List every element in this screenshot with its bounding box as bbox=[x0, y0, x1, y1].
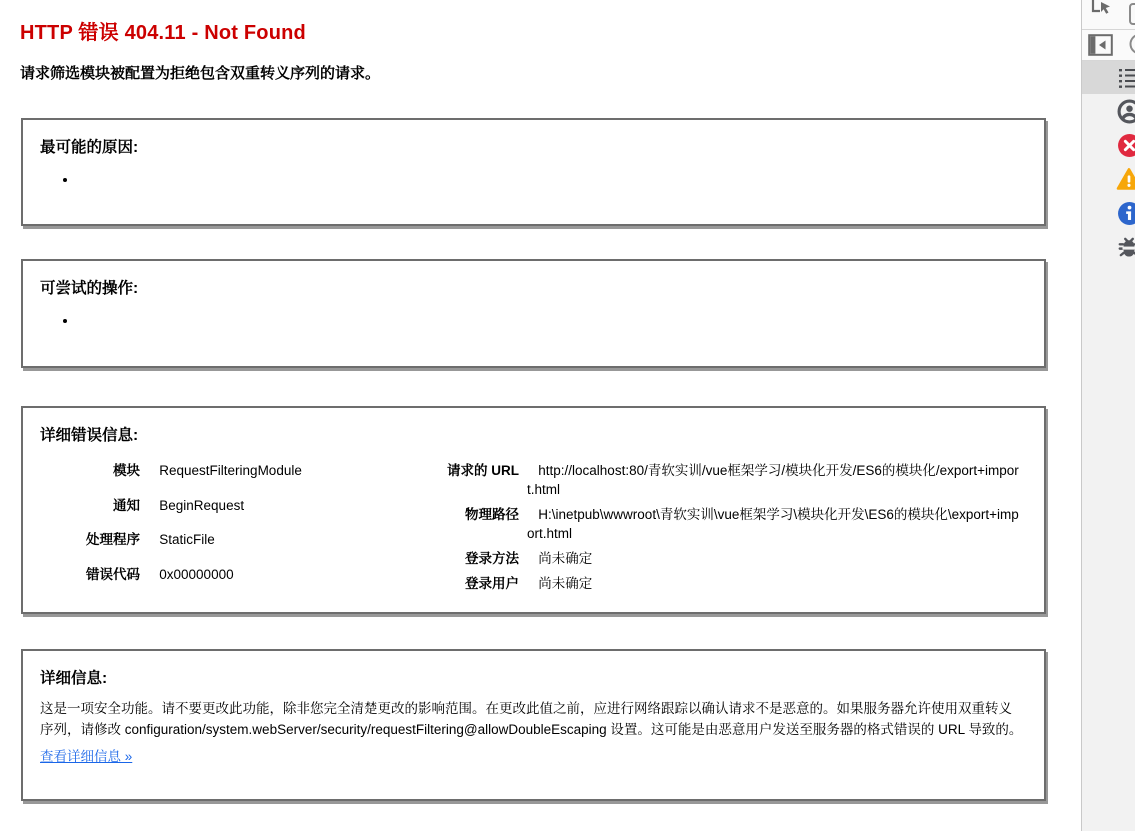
detail-label: 登录用户 bbox=[465, 576, 519, 591]
warnings-icon bbox=[1116, 167, 1135, 192]
actions-list bbox=[40, 311, 1027, 331]
more-info-panel bbox=[21, 649, 1046, 801]
detail-value: H:\inetpub\wwwroot\青软实训\vue框架学习\模块化开发\ES6的模块化\export+import.html bbox=[527, 507, 1019, 541]
page-title: HTTP 错误 404.11 - Not Found bbox=[20, 22, 306, 44]
table-row bbox=[40, 562, 437, 597]
more-info-link[interactable]: 查看详细信息 » bbox=[40, 749, 133, 764]
table-row bbox=[437, 458, 1025, 502]
filter-errors-button[interactable] bbox=[1082, 128, 1135, 162]
details-heading: 详细错误信息: bbox=[40, 427, 139, 444]
errors-icon bbox=[1117, 133, 1135, 158]
more-info-text: 这是一项安全功能。请不要更改此功能，除非您完全清楚更改的影响范围。在更改此值之前，应进行网络跟踪以确认请求不是恶意的。如果服务器允许使用双重转义序列，请修改 configuration/system.webServer/security/requestFiltering@allowDoubleEscaping 设置。这可能是由恶意用户发送至服务器的格式错误的 URL 导致的。 bbox=[40, 701, 1023, 737]
debug-icon bbox=[1116, 234, 1135, 260]
detail-label: 请求的 URL bbox=[447, 463, 519, 478]
actions-heading: 可尝试的操作: bbox=[40, 280, 139, 297]
detail-label: 模块 bbox=[113, 463, 140, 478]
causes-heading: 最可能的原因: bbox=[40, 139, 139, 156]
table-row bbox=[437, 502, 1025, 546]
inspect-element-button[interactable] bbox=[1082, 0, 1135, 30]
detail-label: 登录方法 bbox=[465, 551, 519, 566]
filter-debug-button[interactable] bbox=[1082, 230, 1135, 264]
table-row bbox=[437, 546, 1025, 571]
table-row bbox=[437, 571, 1025, 596]
detail-value: 0x00000000 bbox=[159, 566, 234, 582]
details-columns bbox=[40, 458, 1027, 596]
actions-panel bbox=[21, 259, 1046, 368]
filter-user-messages-button[interactable] bbox=[1082, 94, 1135, 128]
table-row bbox=[40, 458, 437, 493]
detail-value: RequestFilteringModule bbox=[159, 463, 302, 478]
causes-list bbox=[40, 170, 1027, 190]
detail-label: 处理程序 bbox=[86, 532, 140, 547]
causes-panel bbox=[21, 118, 1046, 226]
dock-panel-button[interactable] bbox=[1082, 30, 1135, 61]
list-item bbox=[78, 311, 1018, 331]
detail-label: 物理路径 bbox=[465, 507, 519, 522]
info-icon bbox=[1117, 201, 1135, 226]
table-row bbox=[40, 493, 437, 528]
detail-value: StaticFile bbox=[159, 532, 215, 547]
filter-warnings-button[interactable] bbox=[1082, 162, 1135, 196]
devtools-sidebar bbox=[1081, 0, 1135, 831]
detail-label: 错误代码 bbox=[86, 566, 140, 582]
detail-value: http://localhost:80/青软实训/vue框架学习/模块化开发/ES6的模块化/export+import.html bbox=[527, 463, 1019, 497]
detail-value: 尚未确定 bbox=[538, 551, 593, 566]
detail-value: 尚未确定 bbox=[538, 576, 593, 591]
more-info-heading: 详细信息: bbox=[40, 670, 108, 687]
detail-value: BeginRequest bbox=[159, 497, 245, 513]
partial-tool-icon bbox=[1129, 3, 1135, 25]
partial-tool-icon-2 bbox=[1129, 33, 1135, 55]
inspect-element-icon bbox=[1089, 0, 1113, 17]
user-messages-icon bbox=[1117, 99, 1135, 124]
details-table-right bbox=[437, 458, 1025, 596]
detail-label: 通知 bbox=[113, 497, 140, 513]
error-details-panel bbox=[21, 406, 1046, 614]
filter-info-button[interactable] bbox=[1082, 196, 1135, 230]
table-row bbox=[40, 527, 437, 562]
list-item bbox=[78, 170, 1018, 190]
page-subtitle: 请求筛选模块被配置为拒绝包含双重转义序列的请求。 bbox=[20, 65, 381, 82]
list-view-icon bbox=[1118, 67, 1135, 89]
filter-list-view-button[interactable] bbox=[1082, 61, 1135, 94]
details-table-left bbox=[40, 458, 437, 596]
dock-panel-icon bbox=[1088, 34, 1113, 56]
